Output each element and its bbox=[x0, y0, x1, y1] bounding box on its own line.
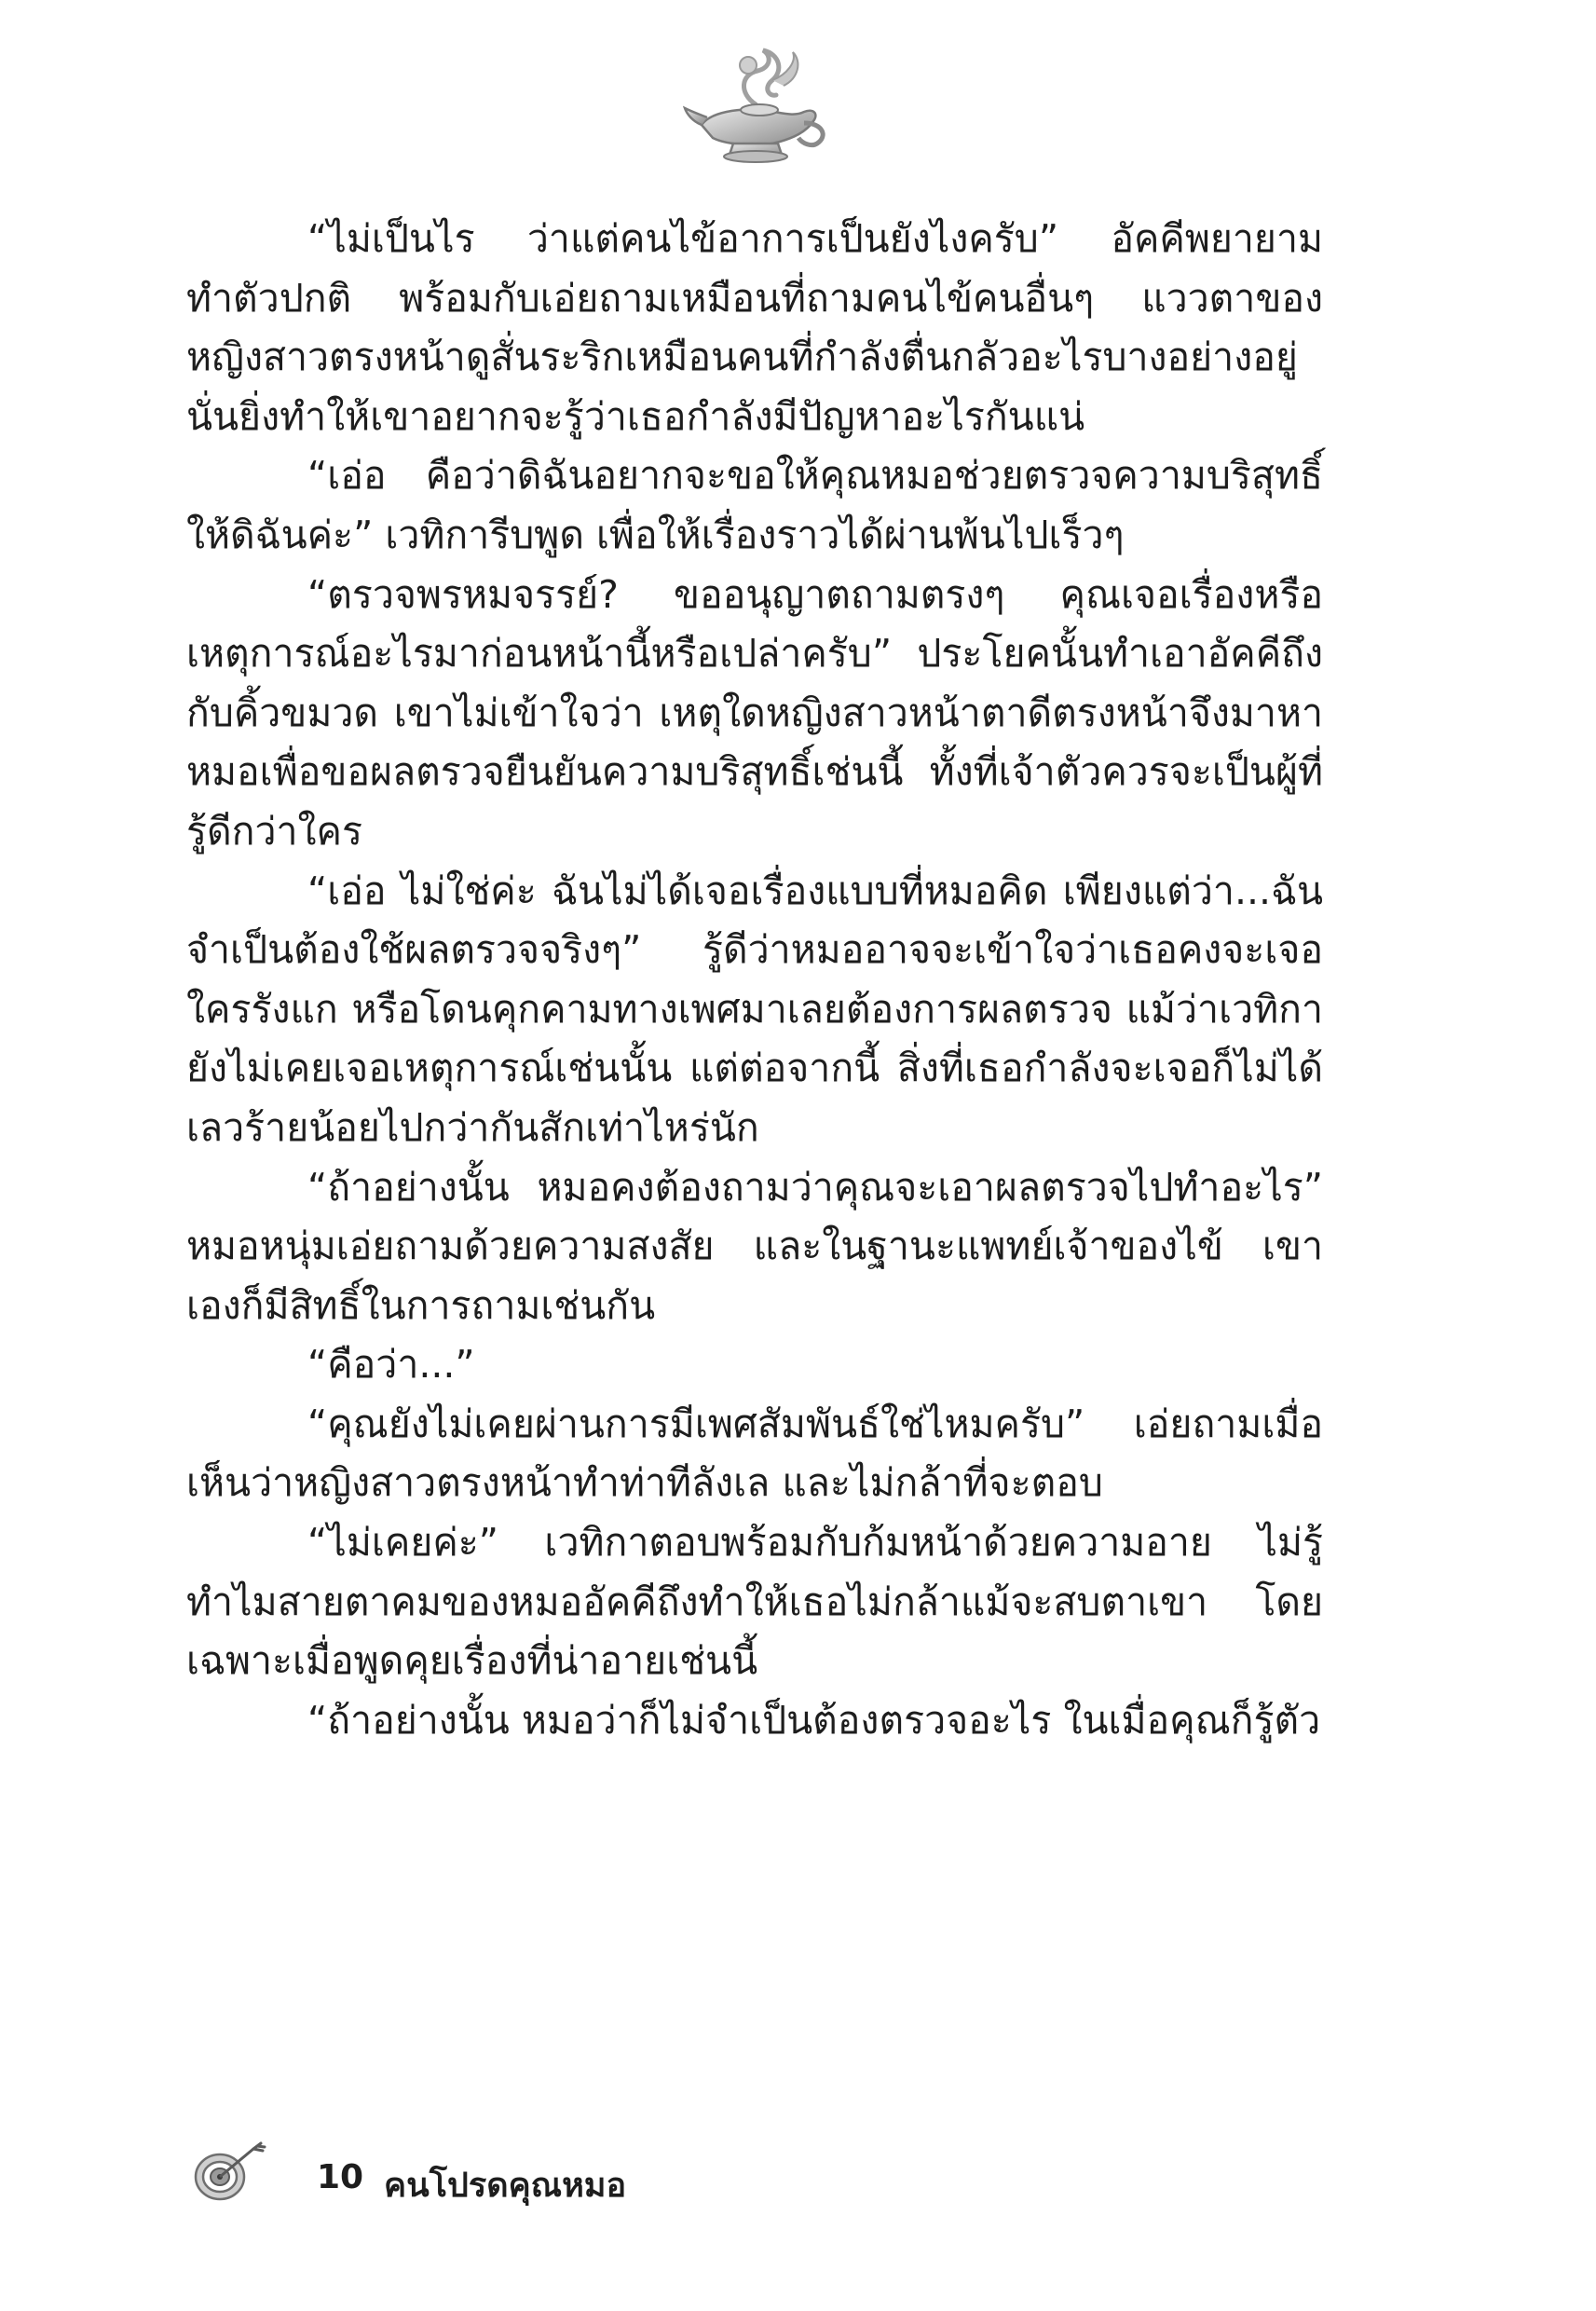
genie-lamp-icon bbox=[683, 47, 832, 168]
dart-target-icon bbox=[186, 2140, 270, 2205]
paragraph: “ไม่เป็นไร ว่าแต่คนไข้อาการเป็นยังไงครับ” อัคคีพยายามทำตัวปกติ พร้อมกับเอ่ยถามเหมือนที่ถามคนไข้คนอื่นๆ แววตาของหญิงสาวตรงหน้าดูสั่นระริกเหมือนคนที่กำลังตื่นกลัวอะไรบางอย่างอยู่ นั่นยิ่งทำให้เขาอยากจะรู้ว่าเธอกำลังมีปัญหาอะไรกันแน่ bbox=[186, 216, 1323, 439]
body-text bbox=[186, 210, 1323, 1750]
paragraph: “ตรวจพรหมจรรย์? ขออนุญาตถามตรงๆ คุณเจอเรื่องหรือเหตุการณ์อะไรมาก่อนหน้านี้หรือเปล่าครับ” ประโยคนั้นทำเอาอัคคีถึงกับคิ้วขมวด เขาไม่เข้าใจว่า เหตุใดหญิงสาวหน้าตาดีตรงหน้าจึงมาหาหมอเพื่อขอผลตรวจยืนยันความบริสุทธิ์เช่นนี้ ทั้งที่เจ้าตัวควรจะเป็นผู้ที่รู้ดีกว่าใคร bbox=[186, 571, 1323, 854]
paragraph: “ไม่เคยค่ะ” เวทิกาตอบพร้อมกับก้มหน้าด้วยความอาย ไม่รู้ทำไมสายตาคมของหมออัคคีถึงทำให้เธอไม่กล้าแม้จะสบตาเขา โดยเฉพาะเมื่อพูดคุยเรื่องที่น่าอายเช่นนี้ bbox=[186, 1520, 1323, 1684]
paragraph: “เอ่อ คือว่าดิฉันอยากจะขอให้คุณหมอช่วยตรวจความบริสุทธิ์ให้ดิฉันค่ะ” เวทิการีบพูด เพื่อให้เรื่องราวได้ผ่านพ้นไปเร็วๆ bbox=[186, 453, 1323, 557]
page-footer bbox=[186, 2140, 1025, 2205]
paragraph: “คุณยังไม่เคยผ่านการมีเพศสัมพันธ์ใช่ไหมครับ” เอ่ยถามเมื่อเห็นว่าหญิงสาวตรงหน้าทำท่าทีลังเล และไม่กล้าที่จะตอบ bbox=[186, 1401, 1323, 1506]
book-title: คนโปรดคุณหมอ bbox=[384, 2167, 627, 2205]
paragraph: “คือว่า...” bbox=[307, 1342, 475, 1388]
paragraph: “เอ่อ ไม่ใช่ค่ะ ฉันไม่ได้เจอเรื่องแบบที่หมอคิด เพียงแต่ว่า...ฉันจำเป็นต้องใช้ผลตรวจจริงๆ” รู้ดีว่าหมออาจจะเข้าใจว่าเธอคงจะเจอใครรังแก หรือโดนคุกคามทางเพศมาเลยต้องการผลตรวจ แม้ว่าเวทิกายังไม่เคยเจอเหตุการณ์เช่นนั้น แต่ต่อจากนี้ สิ่งที่เธอกำลังจะเจอก็ไม่ได้เลวร้ายน้อยไปกว่ากันสักเท่าไหร่นัก bbox=[186, 868, 1323, 1150]
page-number: 10 bbox=[317, 2158, 364, 2196]
paragraph: “ถ้าอย่างนั้น หมอคงต้องถามว่าคุณจะเอาผลตรวจไปทำอะไร” หมอหนุ่มเอ่ยถามด้วยความสงสัย และในฐานะแพทย์เจ้าของไข้ เขาเองก็มีสิทธิ์ในการถามเช่นกัน bbox=[186, 1164, 1323, 1328]
paragraph: “ถ้าอย่างนั้น หมอว่าก็ไม่จำเป็นต้องตรวจอะไร ในเมื่อคุณก็รู้ตัว bbox=[307, 1697, 1321, 1743]
